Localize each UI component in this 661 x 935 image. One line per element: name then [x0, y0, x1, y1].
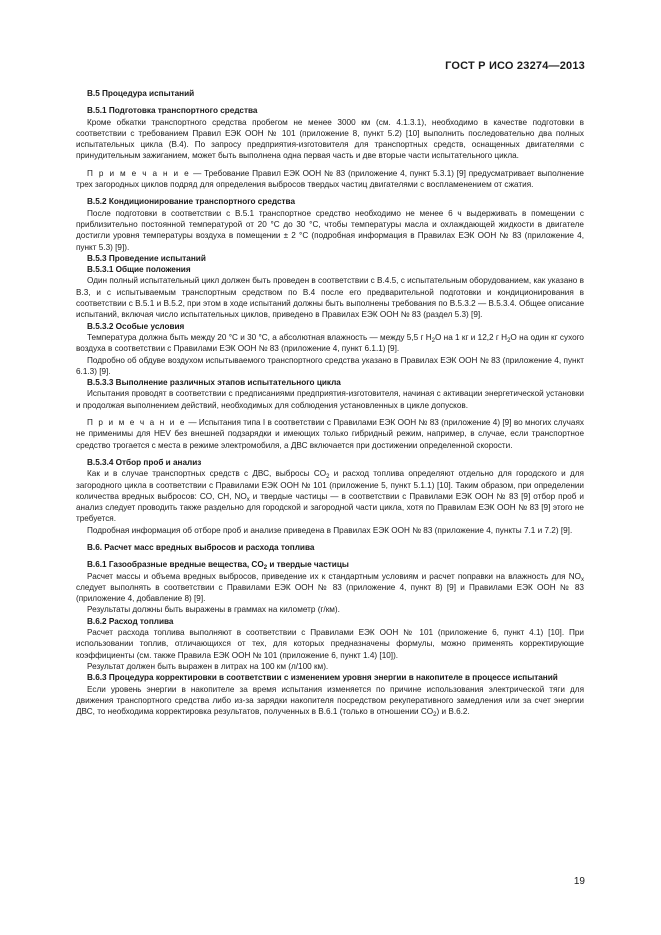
page-number: 19: [573, 876, 585, 887]
section-b532-title: В.5.3.2 Особые условия: [87, 321, 185, 331]
section-b52-title: В.5.2 Кондиционирование транспортного средства: [87, 197, 296, 207]
section-b61-paragraph-1: Расчет массы и объема вредных выбросов, приведение их к стандартным условиям и расчет поправки на влажность для $NO_x$ следует выполнять в соответствии с Правилами ЕЭК ООН № 83 (приложение 4, пункт 8) [9] и Правилами ЕЭК ООН № 83 (приложение 4, добавление 8) [9].: [76, 571, 584, 604]
section-b533-paragraph: Испытания проводят в соответствии с предписаниями предприятия-изготовителя, начиная с активации энергетической установки и продолжая выполнением действий, необходимых для соблюдения установленных в цикле допусков.: [76, 389, 584, 410]
section-b51-title: В.5.1 Подготовка транспортного средства: [87, 106, 258, 116]
section-b62-paragraph-1: Расчет расхода топлива выполняют в соответствии с Правилами ЕЭК ООН № 101 (приложение 6, пункт 4.1) [10]. При использовании топлив, отличающихся от тех, для которых предназначены формулы, можно применять корректирующие коэффициенты (см. также Правила ЕЭК ООН № 101 (приложение 6, пункт 1.4) [10]).: [76, 628, 584, 660]
section-b62-paragraph-2: Результат должен быть выражен в литрах на 100 км (л/100 км).: [87, 661, 329, 671]
note-1: [76, 168, 584, 191]
section-b534-title: В.5.3.4 Отбор проб и анализ: [87, 457, 202, 467]
section-b533-title: В.5.3.3 Выполнение различных этапов испытательного цикла: [87, 378, 341, 388]
section-b5-title: В.5 Процедура испытаний: [87, 89, 195, 98]
section-b63-paragraph: Если уровень энергии в накопителе за время испытания изменяется по причине использования электрической тяги для движения транспортного средства либо из-за зарядки накопителя посредством рекуперативного замедления или за счет энергии ДВС, то необходима корректировка результатов, полученных в В.6.1 (только в отношении $CO_2$) и В.6.2.: [76, 684, 584, 719]
section-b532-paragraph-1: Температура должна быть между 20 °С и 30 °С, а абсолютная влажность — между 5,5 г $H_2O$ на 1 кг и 12,2 г $H_2O$ на один кг сухого воздуха в соответствии с Правилами ЕЭК ООН № 83 (приложение 4, пункт 6.1.1) [9].: [76, 332, 584, 354]
subscript-2: 2: [431, 337, 435, 344]
subscript-2: 2: [507, 337, 511, 344]
note-label: П р и м е ч а н и е: [87, 418, 187, 428]
section-b52-paragraph: После подготовки в соответствии с В.5.1 транспортное средство необходимо не менее 6 ч выдерживать в помещении с приблизительно постоянной температурой от 20 °С до 30 °С, чтобы температуры масла и охлаждающей жидкости в двигателе достигли уровня температуры воздуха в помещении ± 2 °С (подробная информация в Правилах ЕЭК ООН № 83 (приложение 4, пункт 5.3) [9]).: [76, 208, 584, 252]
section-b61-paragraph-2: Результаты должны быть выражены в граммах на километр (г/км).: [87, 605, 340, 615]
section-b531-title: В.5.3.1 Общие положения: [87, 265, 191, 275]
section-b62-title: В.6.2 Расход топлива: [87, 616, 174, 626]
section-b6-title: В.6. Расчет масс вредных выбросов и расхода топлива: [87, 542, 315, 552]
section-b534-paragraph-1: Как и в случае транспортных средств с ДВС, выбросы $CO_2$ и расход топлива определяют отдельно для городского и для загородного цикла в соответствии с Правилами ЕЭК ООН № 101 (приложение 5, пункт 5.1.1) [10]. Таким образом, при определении количества вредных выбросов: CO, CH, $NO_x$ и твердые частицы — в соответствии с Правилами ЕЭК ООН № 83 [9] отбор проб и анализ следует проводить также раздельно для городской и загородной части цикла, хотя по Правилам ЕЭК ООН № 83 [9] этого не требуется.: [76, 469, 584, 524]
document-header: ГОСТ Р ИСО 23274—2013: [445, 60, 585, 72]
note-label: П р и м е ч а н и е: [87, 168, 191, 178]
section-b53-title: В.5.3 Проведение испытаний: [87, 253, 206, 263]
subscript-x: x: [246, 496, 250, 503]
note-1-text: — Требование Правил ЕЭК ООН № 83 (приложение 4, пункт 5.3.1) [9] предусматривает выполнение трех загородных циклов подряд для определения выбросов твердых частиц двигателями с воспламенением от сжатия.: [76, 168, 584, 190]
subscript-x: x: [581, 576, 584, 583]
subscript-2: 2: [263, 565, 268, 572]
note-2: [76, 417, 584, 451]
section-b532-paragraph-2: Подробно об обдуве воздухом испытываемого транспортного средства указано в Правилах ЕЭК ООН № 83 (приложение 4, пункт 6.1.3) [9].: [76, 355, 584, 376]
subscript-2: 2: [433, 712, 437, 719]
note-2-text: — Испытания типа I в соответствии с Правилами ЕЭК ООН № 83 (приложение 4) [9] во многих случаях не применимы для HEV без внешней подзарядки и имеющих только гибридный режим, например, в случае, если транспортное средство трогается с места в режиме электромобиля, а ДВС включается при достижении определенной скорости.: [76, 418, 584, 450]
section-b51-paragraph: Кроме обкатки транспортного средства пробегом не менее 3000 км (см. 4.1.3.1), необходимо в качестве подготовки в соответствии с требованием Правил ЕЭК ООН № 101 (приложение 8, пункт 5.2) [10] выполнить последовательно два полных испытательных цикла (В.4). По запросу предприятия-изготовителя для транспортных средств, оснащенных двигателями с принудительным зажиганием, может быть выполнена одна первая часть и две вторые части испытательного цикла.: [76, 117, 584, 161]
section-b61-title: В.6.1 Газообразные вредные вещества, $CO_2$ и твердые частицы: [87, 560, 349, 572]
section-b63-title: В.6.3 Процедура корректировки в соответствии с изменением уровня энергии в накопителе в процессе испытаний: [87, 673, 558, 683]
page-content: [76, 86, 584, 717]
section-b531-paragraph: Один полный испытательный цикл должен быть проведен в соответствии с В.4.5, с испытательным оборудованием, как указано в В.3, и с испытываемым транспортным средством по В.4 после его предварительной подготовки и кондиционирования в соответствии с В.5.1 и В.5.2, при этом в ходе испытаний должны быть выполнены требования по В.5.3.2 — В.5.3.4. Общее описание испытаний, включая число испытательных циклов, приведено в Правилах ЕЭК ООН № 83 (раздел 5.3) [9].: [76, 276, 584, 320]
subscript-2: 2: [326, 474, 330, 481]
section-b534-paragraph-2: Подробная информация об отборе проб и анализе приведена в Правилах ЕЭК ООН № 83 (приложение 4, пункты 7.1 и 7.2) [9].: [87, 525, 573, 535]
